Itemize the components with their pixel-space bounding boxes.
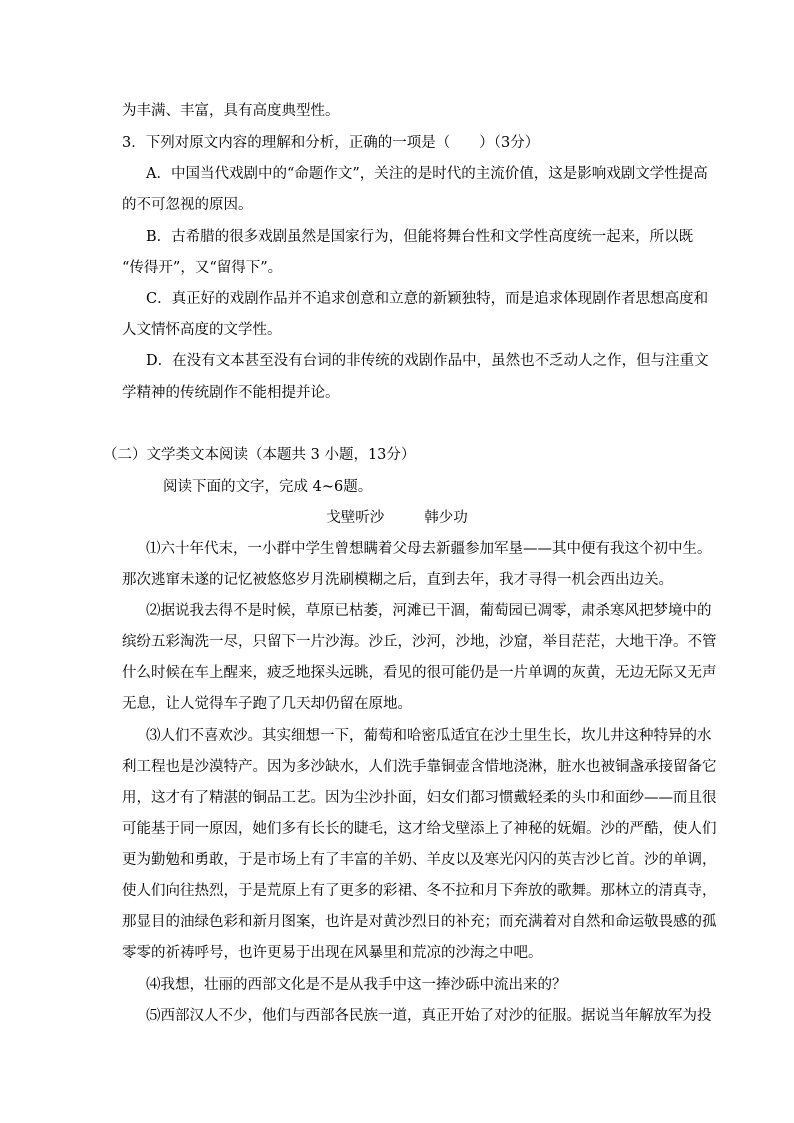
paragraph-3-line: 利工程也是沙漠特产。因为多沙缺水，人们洗手靠铜壶含惜地浇淋，脏水也被铜盏承接留备它 [122, 759, 717, 775]
section-heading: （二）文学类文本阅读（本题共 3 小题，13分） [103, 447, 416, 463]
paragraph-3-line: 使人们向往热烈，于是荒原上有了更多的彩裙、冬不拉和月下奔放的歌舞。那林立的清真寺， [122, 883, 717, 899]
paragraph-2-line: 什么时候在车上醒来，疲乏地探头远眺，看见的很可能仍是一片单调的灰黄，无边无际又无声 [122, 665, 717, 681]
paragraph-4-line: ⑷我想，壮丽的西部文化是不是从我手中这一捧沙砾中流出来的？ [146, 977, 567, 993]
paragraph-3-line: ⑶人们不喜欢沙。其实细想一下，葡萄和哈密瓜适宜在沙土里生长，坎儿井这种特异的水 [146, 728, 712, 744]
paragraph-3-line: 用，这才有了精湛的铜品工艺。因为尘沙扑面，妇女们都习惯戴轻柔的头巾和面纱——而且很 [122, 790, 717, 806]
paragraph-2-line: 缤纷五彩淘洗一尽，只留下一片沙海。沙丘，沙河，沙地，沙窟，举目茫茫，大地干净。不管 [122, 634, 717, 650]
paragraph-3-line: 那显目的油绿色彩和新月图案，也许是对黄沙烈日的补充；而充满着对自然和命运敬畏感的孤 [122, 914, 717, 930]
option-c-line: 人文情怀高度的文学性。 [122, 322, 282, 338]
paragraph-5-line: ⑸西部汉人不少，他们与西部各民族一道，真正开始了对沙的征服。据说当年解放军为投 [146, 1008, 712, 1024]
question-3: 3．下列对原文内容的理解和分析，正确的一项是（ ）（3分） [122, 135, 540, 151]
paragraph-3-line: 可能基于同一原因，她们多有长长的睫毛，这才给戈壁添上了神秘的妩媚。沙的严酷，使人们 [122, 821, 717, 837]
option-b-line: “传得开”，又“留得下”。 [122, 260, 283, 276]
option-a-line: 的不可忽视的原因。 [122, 197, 253, 213]
option-d-line: 学精神的传统剧作不能相提并论。 [122, 385, 340, 401]
text-line: 为丰满、丰富，具有高度典型性。 [122, 103, 340, 119]
title-text: 戈壁听沙 [326, 510, 385, 526]
reading-instruction: 阅读下面的文字，完成 4~6题。 [163, 479, 373, 495]
option-d-line: D．在没有文本甚至没有台词的非传统的戏剧作品中，虽然也不乏动人之作，但与注重文 [146, 353, 709, 369]
paragraph-3-line: 零零的祈祷呼号，也许更易于出现在风暴里和荒凉的沙海之中吧。 [122, 945, 543, 961]
author-name: 韩少功 [424, 510, 468, 526]
paragraph-2-line: 无息，让人觉得车子跑了几天却仍留在原地。 [122, 696, 412, 712]
option-a-line: A．中国当代戏剧中的“命题作文”，关注的是时代的主流价值，这是影响戏剧文学性提高 [146, 166, 708, 182]
paragraph-1-line: ⑴六十年代末，一小群中学生曾想瞒着父母去新疆参加军垦——其中便有我这个初中生。 [146, 541, 712, 557]
paragraph-2-line: ⑵据说我去得不是时候，草原已枯萎，河滩已干涸，葡萄园已凋零，肃杀寒风把梦境中的 [146, 603, 712, 619]
option-b-line: B．古希腊的很多戏剧虽然是国家行为，但能将舞台性和文学性高度统一起来，所以既 [146, 229, 694, 245]
article-title [0, 508, 794, 528]
paragraph-1-line: 那次逃窜未遂的记忆被悠悠岁月洗刷模糊之后，直到去年，我才寻得一机会西出边关。 [122, 572, 673, 588]
paragraph-3-line: 更为勤勉和勇敢，于是市场上有了丰富的羊奶、羊皮以及寒光闪闪的英吉沙匕首。沙的单调， [122, 852, 717, 868]
option-c-line: C．真正好的戏剧作品并不追求创意和立意的新颖独特，而是追求体现剧作者思想高度和 [146, 291, 709, 307]
